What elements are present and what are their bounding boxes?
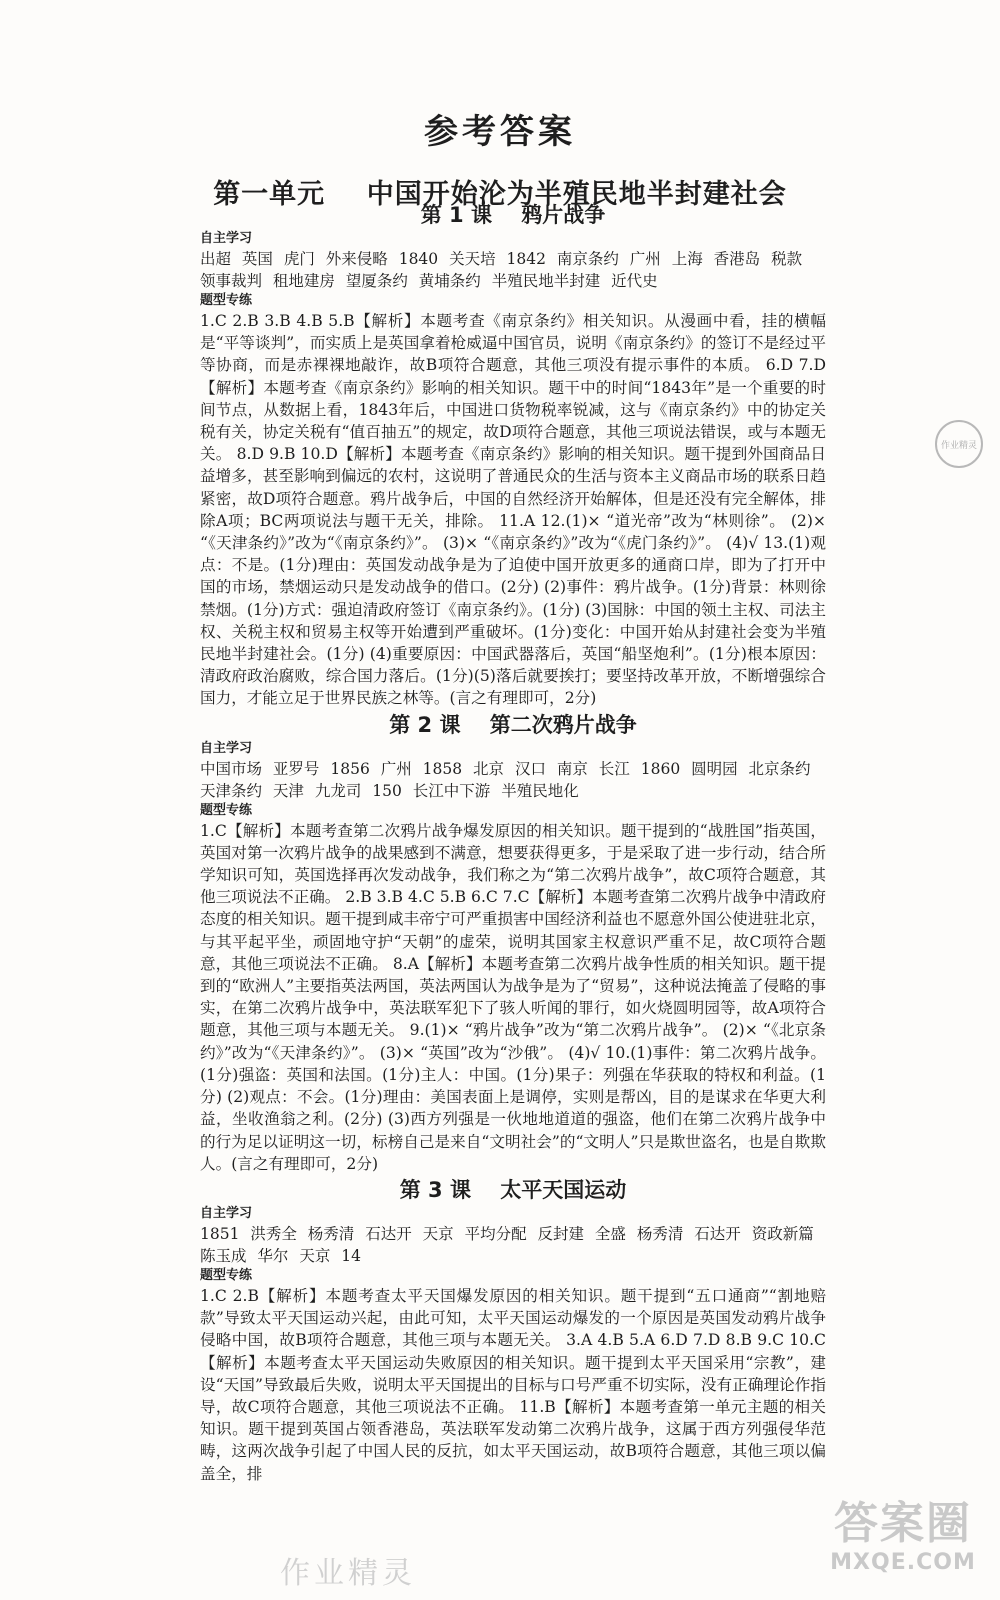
answer-column [200, 200, 826, 1485]
lesson-1-self-study-label: 自主学习 [200, 231, 253, 246]
lesson-2-keywords: 中国市场 亚罗号 1856 广州 1858 北京 汉口 南京 长江 1860 圆明园 北京条约 天津条约 天津 九龙司 150 长江中下游 半殖民地化 [200, 759, 811, 800]
lesson-3-self-study-label: 自主学习 [200, 1205, 253, 1221]
lesson-3-answers: 1.C 2.B【解析】本题考查太平天国爆发原因的相关知识。题干提到“五口通商”“割地赔款”导致太平天国运动兴起，由此可知，太平天国运动爆发的一个原因是英国发动鸦片战争侵略中国，故B项符合题意，其他三项与本题无关。 3.A 4.B 5.A 6.D 7.D 8.B 9.C 10.C【解析】本题考查太平天国运动失败原因的相关知识。题干提到太平天国采用“宗教”，建设“天国”导致最后失败，说明太平天国提出的目标与口号严重不切实际，没有正确理论作指导，故C项符合题意，其他三项说法不正确。 11.B【解析】本题考查第一单元主题的相关知识。题干提到英国占领香港岛，英法联军发动第二次鸦片战争，这属于西方列强侵华范畴，这两次战争引起了中国人民的反抗，如太平天国运动，故B项符合题意，其他三项以偏盖全，排 [200, 1286, 826, 1483]
lesson-3-keywords: 1851 洪秀全 杨秀清 石达开 天京 平均分配 反封建 全盛 杨秀清 石达开 资政新篇 陈玉成 华尔 天京 14 [200, 1224, 814, 1265]
lesson-3-title: 第 3 课 太平天国运动 [399, 1177, 627, 1202]
lesson-1-title: 第 1 课 鸦片战争 [420, 203, 606, 227]
watermark-logo-text: 答案圈 [834, 1498, 972, 1549]
watermark-left: 作业精灵 [280, 1556, 416, 1591]
lesson-2-answers: 1.C【解析】本题考查第二次鸦片战争爆发原因的相关知识。题干提到的“战胜国”指英国，英国对第一次鸦片战争的战果感到不满意，想要获得更多，于是采取了进一步行动，结合所学知识可知，英国选择再次发动战争，我们称之为“第二次鸦片战争”，故C项符合题意，其他三项说法不正确。 2.B 3.B 4.C 5.B 6.C 7.C【解析】本题考查第二次鸦片战争中清政府态度的相关知识。题干提到咸丰帝宁可严重损害中国经济利益也不愿意外国公使进驻北京，与其平起平坐，顽固地守护“天朝”的虚荣，说明其国家主权意识严重不足，故C项符合题意，其他三项说法不正确。 8.A【解析】本题考查第二次鸦片战争性质的相关知识。题干提到的“欧洲人”主要指英法两国，英法两国认为战争是为了“贸易”，这种说法掩盖了侵略的事实，在第二次鸦片战争中，英法联军犯下了骇人听闻的罪行，如火烧圆明园等，故A项符合题意，其他三项与本题无关。 9.(1)× “鸦片战争”改为“第二次鸦片战争”。 (2)× “《北京条约》”改为“《天津条约》”。 (3)× “英国”改为“沙俄”。 (4)√ 10.(1)事件：第二次鸦片战争。(1分)强盗：英国和法国。(1分)主人：中国。(1分)果子：列强在华获取的特权和利益。(1分) (2)观点：不会。(1分)理由：美国表面上是调停，实则是帮凶，目的是谋求在华更大利益，坐收渔翁之利。(2分) (3)西方列强是一伙地地道道的强盗，他们在第二次鸦片战争中的行为足以证明这一切，标榜自己是来自“文明社会”的“文明人”只是欺世盗名，也是自欺欺人。(言之有理即可，2分) [200, 821, 826, 1173]
page-title: 参考答案 [424, 112, 576, 152]
unit-title: 第一单元 中国开始沦为半殖民地半封建社会 [213, 179, 787, 210]
lesson-2-practice-label: 题型专练 [200, 802, 253, 818]
lesson-1-keywords: 出超 英国 虎门 外来侵略 1840 关天培 1842 南京条约 广州 上海 香港岛 税款 领事裁判 租地建房 望厦条约 黄埔条约 半殖民地半封建 近代史 [200, 250, 803, 290]
lesson-2-title: 第 2 课 第二次鸦片战争 [389, 712, 637, 737]
lesson-3-practice-label: 题型专练 [200, 1267, 253, 1283]
lesson-1-answers: 1.C 2.B 3.B 4.B 5.B【解析】本题考查《南京条约》相关知识。从漫画中看，挂的横幅是“平等谈判”，而实质上是英国拿着枪威逼中国官员，说明《南京条约》的签订不是经过平等协商，而是赤裸裸地敲诈，故B项符合题意，其他三项没有提示事件的本质。 6.D 7.D【解析】本题考查《南京条约》影响的相关知识。题干中的时间“1843年”是一个重要的时间节点，从数据上看，1843年后，中国进口货物税率锐减，这与《南京条约》中的协定关税有关，协定关税有“值百抽五”的规定，故D项符合题意，其他三项说法错误，或与本题无关。 8.D 9.B 10.D【解析】本题考查《南京条约》影响的相关知识。题干提到外国商品日益增多，甚至影响到偏远的农村，这说明了普通民众的生活与资本主义商品市场的联系日趋紧密，故D项符合题意。鸦片战争后，中国的自然经济开始解体，但是还没有完全解体，排除A项；BC两项说法与题干无关，排除。 11.A 12.(1)× “道光帝”改为“林则徐”。 (2)× “《天津条约》”改为“《南京条约》”。 (3)× “《南京条约》”改为“《虎门条约》”。 (4)√ 13.(1)观点：不是。(1分)理由：英国发动战争是为了迫使中国开放更多的通商口岸，即为了打开中国的市场，禁烟运动只是发动战争的借口。(2分) (2)事件：鸦片战争。(1分)背景：林则徐禁烟。(1分)方式：强迫清政府签订《南京条约》。(1分) (3)国脉：中国的领土主权、司法主权、关税主权和贸易主权等开始遭到严重破坏。(1分)变化：中国开始从封建社会变为半殖民地半封建社会。(1分) (4)重要原因：中国武器落后，英国“船坚炮利”。(1分)根本原因：清政府政治腐败，综合国力落后。(1分)(5)落后就要挨打；要坚持改革开放，不断增强综合国力，才能立足于世界民族之林等。(言之有理即可，2分) [200, 312, 826, 708]
lesson-1-practice-label: 题型专练 [200, 293, 253, 308]
watermark-logo [818, 1498, 988, 1576]
side-stamp-text: 作业精灵 [940, 440, 977, 451]
lesson-2-self-study-label: 自主学习 [200, 740, 253, 756]
watermark-logo-url: MXQE.COM [830, 1550, 976, 1575]
side-stamp [935, 420, 983, 468]
